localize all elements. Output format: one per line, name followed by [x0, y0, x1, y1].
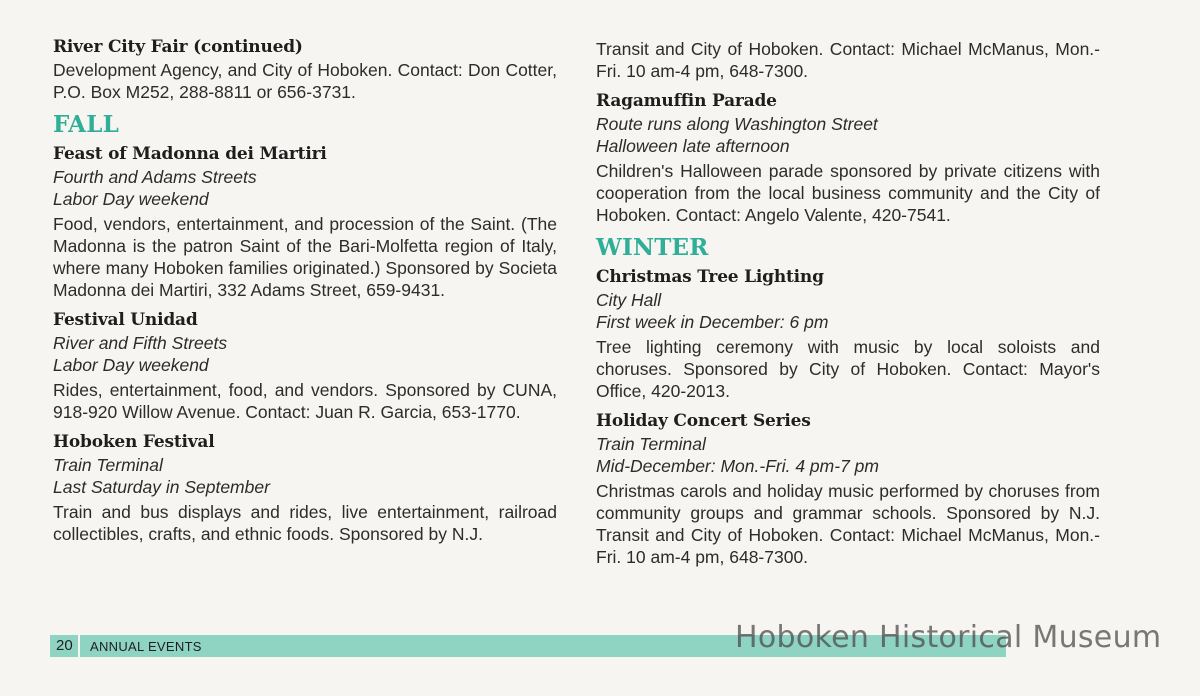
event-title: Christmas Tree Lighting [596, 267, 824, 287]
event-description: Christmas carols and holiday music performed by choruses from community groups and grammar schools. Sponsored by N.J. Transit and City of Hoboken. Contact: Michael McManus, Mon.-Fri. 10 am-4 pm, 648-7300. [596, 481, 1100, 567]
event-description: Children's Halloween parade sponsored by private citizens with cooperation from the local business community and the City of Hoboken. Contact: Angelo Valente, 420-7541. [596, 161, 1100, 225]
event-location: Train Terminal [596, 434, 706, 454]
event-location: City Hall [596, 290, 662, 310]
section-label: ANNUAL EVENTS [90, 639, 202, 654]
event-location: River and Fifth Streets [53, 333, 228, 353]
event-title: Hoboken Festival [53, 432, 215, 452]
right-column [596, 38, 1100, 576]
continued-event [596, 38, 1100, 82]
event-date: Mid-December: Mon.-Fri. 4 pm-7 pm [596, 456, 879, 476]
event-description: Tree lighting ceremony with music by local soloists and choruses. Sponsored by City of Hoboken. Contact: Mayor's Office, 420-2013. [596, 337, 1100, 401]
event-description: Transit and City of Hoboken. Contact: Michael McManus, Mon.-Fri. 10 am-4 pm, 648-7300. [596, 39, 1100, 81]
event-title: Festival Unidad [53, 310, 198, 330]
event-christmas-tree-lighting [596, 266, 1100, 402]
event-holiday-concert-series [596, 410, 1100, 568]
event-title: Feast of Madonna dei Martiri [53, 144, 327, 164]
event-date: First week in December: 6 pm [596, 312, 829, 332]
event-ragamuffin-parade [596, 90, 1100, 226]
event-date: Labor Day weekend [53, 355, 209, 375]
event-location: Fourth and Adams Streets [53, 167, 257, 187]
event-hoboken-festival [53, 431, 557, 545]
event-title: Holiday Concert Series [596, 411, 811, 431]
event-date: Last Saturday in September [53, 477, 270, 497]
continued-event [53, 36, 557, 103]
left-column [53, 36, 557, 553]
event-date: Labor Day weekend [53, 189, 209, 209]
season-heading-winter: WINTER [596, 234, 709, 261]
event-title: Ragamuffin Parade [596, 91, 777, 111]
event-location: Train Terminal [53, 455, 163, 475]
event-festival-unidad [53, 309, 557, 423]
museum-watermark: Hoboken Historical Museum [735, 620, 1162, 655]
season-heading-fall: FALL [53, 111, 119, 138]
event-description: Rides, entertainment, food, and vendors. Sponsored by CUNA, 918-920 Willow Avenue. Contact: Juan R. Garcia, 653-1770. [53, 380, 557, 422]
event-location: Route runs along Washington Street [596, 114, 878, 134]
event-description: Food, vendors, entertainment, and procession of the Saint. (The Madonna is the patron Saint of the Bari-Molfetta region of Italy, where many Hoboken families originated.) Sponsored by Societa Madonna dei Martiri, 332 Adams Street, 659-9431. [53, 214, 557, 300]
event-date: Halloween late afternoon [596, 136, 790, 156]
page-number: 20 [56, 637, 73, 654]
event-description: Development Agency, and City of Hoboken. Contact: Don Cotter, P.O. Box M252, 288-8811 or 656-3731. [53, 60, 557, 102]
event-feast-madonna [53, 143, 557, 301]
event-title: River City Fair (continued) [53, 37, 303, 57]
event-description: Train and bus displays and rides, live entertainment, railroad collectibles, crafts, and ethnic foods. Sponsored by N.J. [53, 502, 557, 544]
